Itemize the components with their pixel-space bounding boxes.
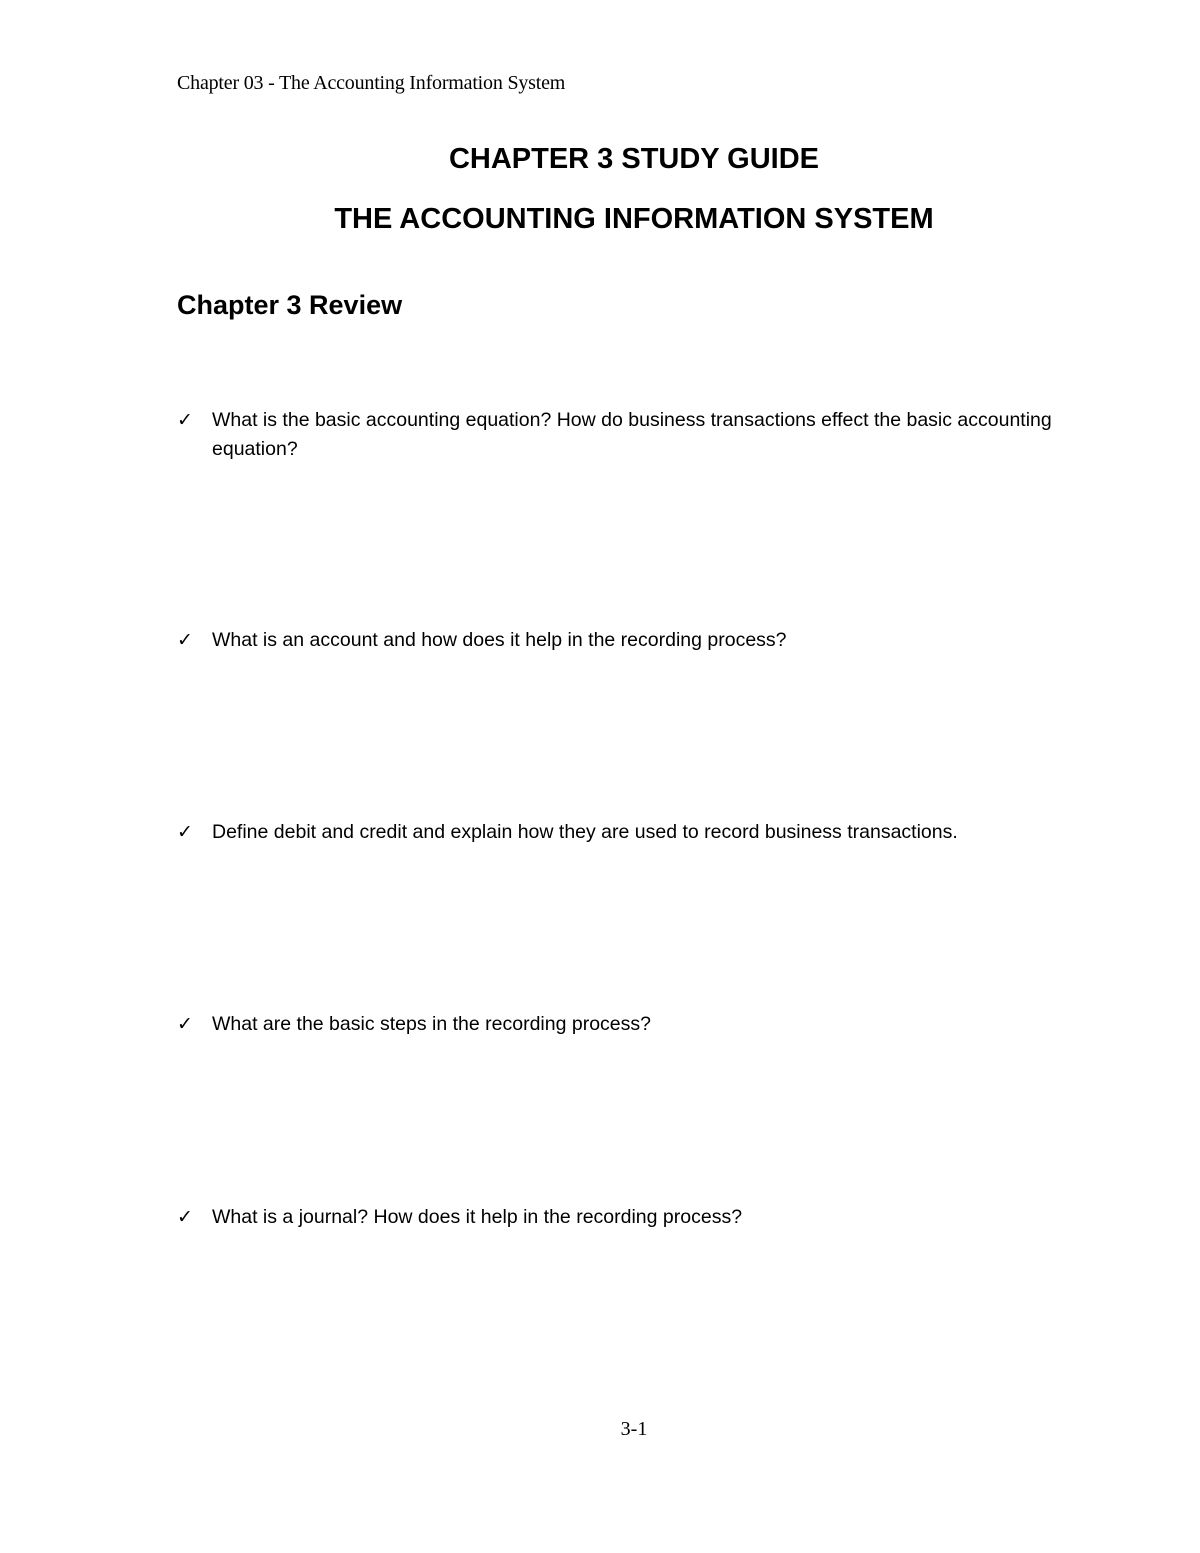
question-text: What are the basic steps in the recording process?: [212, 1013, 651, 1035]
page-number: 3-1: [620, 1418, 648, 1440]
question-text: What is a journal? How does it help in the recording process?: [212, 1206, 743, 1228]
checkmark-icon: ✓: [177, 1013, 193, 1035]
checkmark-icon: ✓: [177, 409, 193, 431]
review-question: [177, 818, 1057, 847]
checkmark-icon: ✓: [177, 629, 193, 651]
review-question: [177, 1010, 1057, 1039]
review-question: [177, 1203, 1057, 1232]
review-question: [177, 626, 1057, 655]
checkmark-icon: ✓: [177, 821, 193, 843]
running-header: Chapter 03 - The Accounting Information System: [177, 72, 566, 94]
document-subtitle: THE ACCOUNTING INFORMATION SYSTEM: [334, 203, 934, 235]
question-text: Define debit and credit and explain how they are used to record business transactions.: [212, 821, 958, 843]
section-heading: Chapter 3 Review: [177, 290, 403, 320]
question-text: What is an account and how does it help in the recording process?: [212, 629, 787, 651]
question-text: What is the basic accounting equation? How do business transactions effect the basic accounting equation?: [212, 409, 1052, 460]
checkmark-icon: ✓: [177, 1206, 193, 1228]
review-question: [177, 406, 1057, 464]
document-title: CHAPTER 3 STUDY GUIDE: [448, 143, 820, 175]
